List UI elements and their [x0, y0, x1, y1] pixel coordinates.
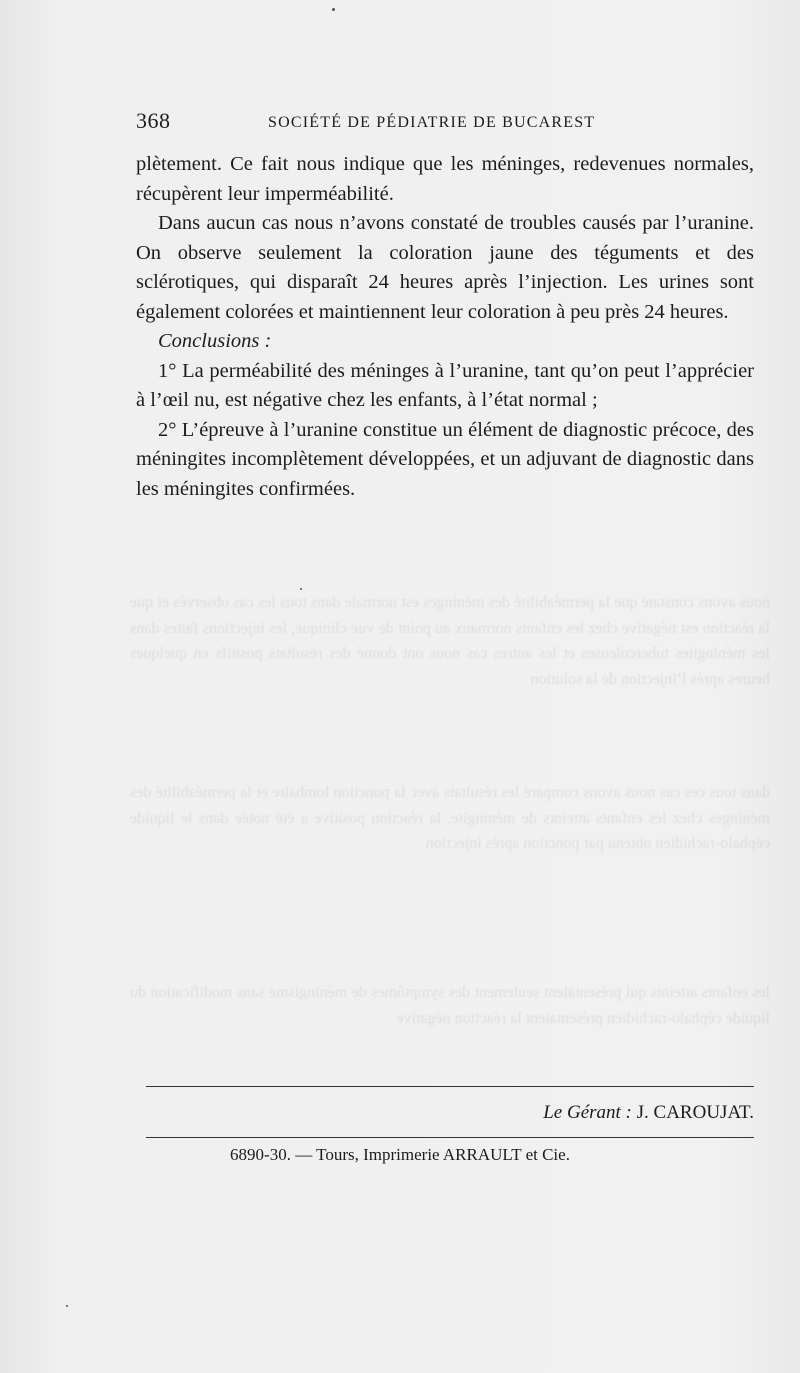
paragraph-1: plètement. Ce fait nous indique que les méninges, redevenues normales, récupèrent leur imperméabilité. — [136, 153, 754, 205]
conclusion-1: 1° La perméabilité des méninges à l’uranine, tant qu’on peut l’apprécier à l’œil nu, est négative chez les enfants, à l’état normal ; — [136, 359, 754, 411]
print-speck-2 — [66, 1305, 68, 1307]
body-text — [136, 150, 754, 504]
paragraph-2: Dans aucun cas nous n’avons constaté de troubles causés par l’uranine. On observe seulement la coloration jaune des téguments et des sclérotiques, qui disparaît 24 heures après l’injection. Les urines sont également colorées et maintiennent leur coloration à peu près 24 heures. — [136, 212, 754, 323]
printer-imprint: 6890-30. — Tours, Imprimerie ARRAULT et Cie. — [230, 1145, 570, 1164]
print-speck-3 — [300, 588, 302, 590]
running-head: SOCIÉTÉ DE PÉDIATRIE DE BUCAREST — [268, 114, 596, 131]
footer-rule-bottom — [146, 1137, 754, 1138]
conclusions-heading: Conclusions : — [158, 330, 272, 352]
page-number: 368 — [136, 108, 171, 133]
gerant-name: J. CAROUJAT. — [636, 1102, 754, 1123]
conclusion-2: 2° L’épreuve à l’uranine constitue un élément de diagnostic précoce, des méningites incomplètement développées, et un adjuvant de diagnostic dans les méningites confirmées. — [136, 418, 754, 500]
gerant-label: Le Gérant : — [543, 1102, 632, 1123]
bleed-through-text-3: les enfants atteints qui présentaient seulement des symptômes de méningisme sans modification du liquide céphalo-rachidien présentaient la réaction négative — [130, 984, 770, 1027]
bleed-through-text-2: dans tous ces cas nous avons comparé les résultats avec la ponction lombaire et la perméabilité des méninges chez les enfants atteints de méningite, la réaction positive a été notée dans le liquide céphalo-rachidien obtenu par ponction après injection — [130, 784, 770, 852]
bleed-through-text: nous avons constaté que la perméabilité des méninges est normale dans tous les cas observés et que la réaction est négative chez les enfants normaux au point de vue clinique, les injections faites dans les méningites tuberculeuses et les autres cas nous ont donné des résultats positifs en quelques heures après l’injection de la solution — [130, 594, 770, 688]
page-header — [136, 108, 754, 138]
gerant-line — [543, 1102, 754, 1124]
print-speck — [332, 8, 335, 11]
footer-rule-top — [146, 1086, 754, 1087]
